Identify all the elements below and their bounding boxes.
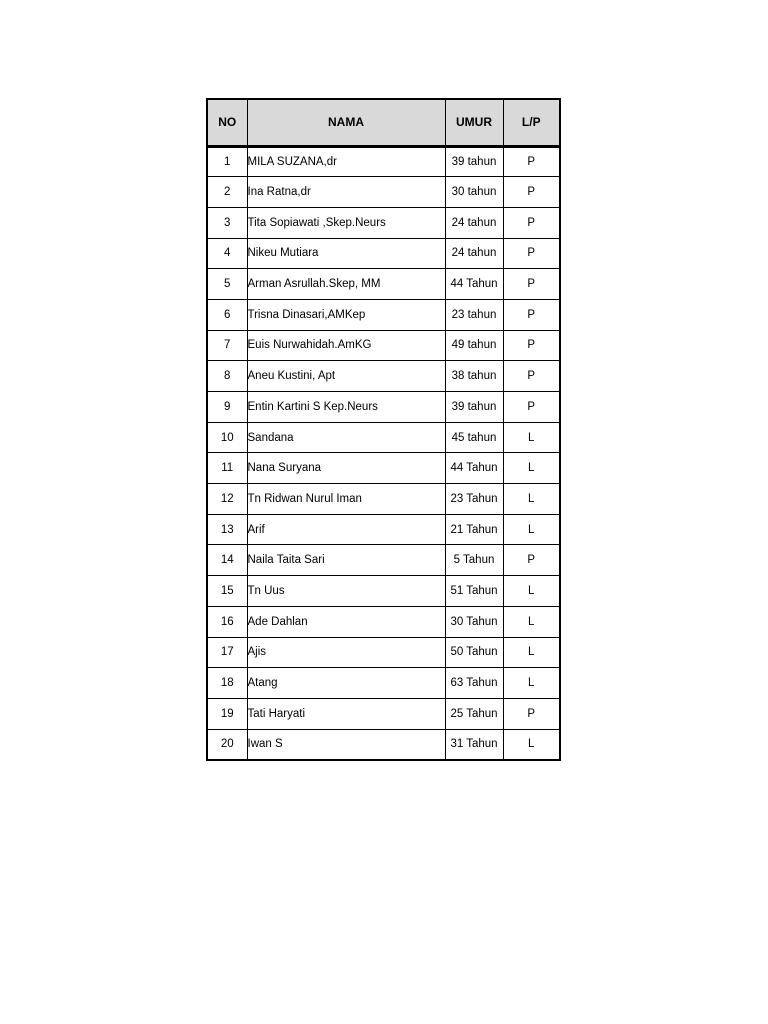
table-row [207, 207, 560, 238]
cell-umur: 23 tahun [445, 299, 503, 330]
header-row [207, 99, 560, 146]
cell-lp: L [503, 484, 560, 515]
cell-nama: Ina Ratna,dr [247, 177, 445, 208]
cell-no: 3 [207, 207, 247, 238]
cell-umur: 39 tahun [445, 392, 503, 423]
cell-nama: Tn Uus [247, 576, 445, 607]
cell-no: 2 [207, 177, 247, 208]
cell-no: 12 [207, 484, 247, 515]
cell-lp: L [503, 668, 560, 699]
cell-lp: P [503, 330, 560, 361]
table-row [207, 606, 560, 637]
cell-nama: Tati Haryati [247, 698, 445, 729]
cell-lp: P [503, 146, 560, 177]
cell-lp: P [503, 361, 560, 392]
cell-umur: 49 tahun [445, 330, 503, 361]
cell-umur: 23 Tahun [445, 484, 503, 515]
cell-nama: Tn Ridwan Nurul Iman [247, 484, 445, 515]
cell-lp: P [503, 698, 560, 729]
table-row [207, 514, 560, 545]
table-row [207, 177, 560, 208]
cell-umur: 30 tahun [445, 177, 503, 208]
cell-umur: 45 tahun [445, 422, 503, 453]
cell-lp: P [503, 177, 560, 208]
cell-no: 4 [207, 238, 247, 269]
table-row [207, 576, 560, 607]
table-row [207, 269, 560, 300]
cell-nama: Arif [247, 514, 445, 545]
cell-nama: Iwan S [247, 729, 445, 760]
cell-lp: L [503, 576, 560, 607]
cell-umur: 24 tahun [445, 238, 503, 269]
cell-lp: L [503, 422, 560, 453]
cell-no: 6 [207, 299, 247, 330]
cell-nama: Atang [247, 668, 445, 699]
cell-nama: Naila Taita Sari [247, 545, 445, 576]
cell-lp: P [503, 392, 560, 423]
cell-no: 5 [207, 269, 247, 300]
cell-no: 16 [207, 606, 247, 637]
cell-umur: 30 Tahun [445, 606, 503, 637]
cell-nama: MILA SUZANA,dr [247, 146, 445, 177]
cell-no: 14 [207, 545, 247, 576]
cell-umur: 5 Tahun [445, 545, 503, 576]
cell-umur: 24 tahun [445, 207, 503, 238]
cell-no: 19 [207, 698, 247, 729]
table-row [207, 146, 560, 177]
cell-nama: Tita Sopiawati ,Skep.Neurs [247, 207, 445, 238]
cell-lp: L [503, 637, 560, 668]
table-row [207, 698, 560, 729]
cell-umur: 31 Tahun [445, 729, 503, 760]
table-row [207, 299, 560, 330]
cell-umur: 51 Tahun [445, 576, 503, 607]
cell-no: 11 [207, 453, 247, 484]
header-no: NO [207, 99, 247, 146]
cell-lp: P [503, 299, 560, 330]
cell-no: 13 [207, 514, 247, 545]
cell-no: 9 [207, 392, 247, 423]
table-row [207, 453, 560, 484]
table-row [207, 422, 560, 453]
cell-nama: Entin Kartini S Kep.Neurs [247, 392, 445, 423]
cell-nama: Nana Suryana [247, 453, 445, 484]
cell-lp: L [503, 729, 560, 760]
table-row [207, 668, 560, 699]
cell-no: 20 [207, 729, 247, 760]
cell-nama: Nikeu Mutiara [247, 238, 445, 269]
table-row [207, 361, 560, 392]
header-nama: NAMA [247, 99, 445, 146]
table-row [207, 484, 560, 515]
cell-nama: Ajis [247, 637, 445, 668]
table-row [207, 330, 560, 361]
cell-umur: 38 tahun [445, 361, 503, 392]
cell-nama: Trisna Dinasari,AMKep [247, 299, 445, 330]
cell-umur: 63 Tahun [445, 668, 503, 699]
cell-umur: 44 Tahun [445, 269, 503, 300]
document-page [206, 98, 561, 761]
cell-umur: 50 Tahun [445, 637, 503, 668]
cell-umur: 21 Tahun [445, 514, 503, 545]
cell-nama: Ade Dahlan [247, 606, 445, 637]
cell-no: 15 [207, 576, 247, 607]
cell-no: 17 [207, 637, 247, 668]
cell-umur: 44 Tahun [445, 453, 503, 484]
table-row [207, 392, 560, 423]
cell-lp: L [503, 453, 560, 484]
table-row [207, 729, 560, 760]
cell-umur: 39 tahun [445, 146, 503, 177]
cell-lp: P [503, 545, 560, 576]
cell-no: 10 [207, 422, 247, 453]
cell-nama: Euis Nurwahidah.AmKG [247, 330, 445, 361]
header-umur: UMUR [445, 99, 503, 146]
cell-lp: L [503, 606, 560, 637]
cell-nama: Arman Asrullah.Skep, MM [247, 269, 445, 300]
table-row [207, 545, 560, 576]
cell-no: 7 [207, 330, 247, 361]
cell-no: 1 [207, 146, 247, 177]
cell-lp: L [503, 514, 560, 545]
cell-lp: P [503, 269, 560, 300]
table-header [207, 99, 560, 146]
table-row [207, 637, 560, 668]
cell-lp: P [503, 207, 560, 238]
header-lp: L/P [503, 99, 560, 146]
staff-table [206, 98, 561, 761]
cell-no: 18 [207, 668, 247, 699]
cell-no: 8 [207, 361, 247, 392]
table-body [207, 146, 560, 760]
cell-lp: P [503, 238, 560, 269]
cell-umur: 25 Tahun [445, 698, 503, 729]
table-row [207, 238, 560, 269]
cell-nama: Sandana [247, 422, 445, 453]
cell-nama: Aneu Kustini, Apt [247, 361, 445, 392]
